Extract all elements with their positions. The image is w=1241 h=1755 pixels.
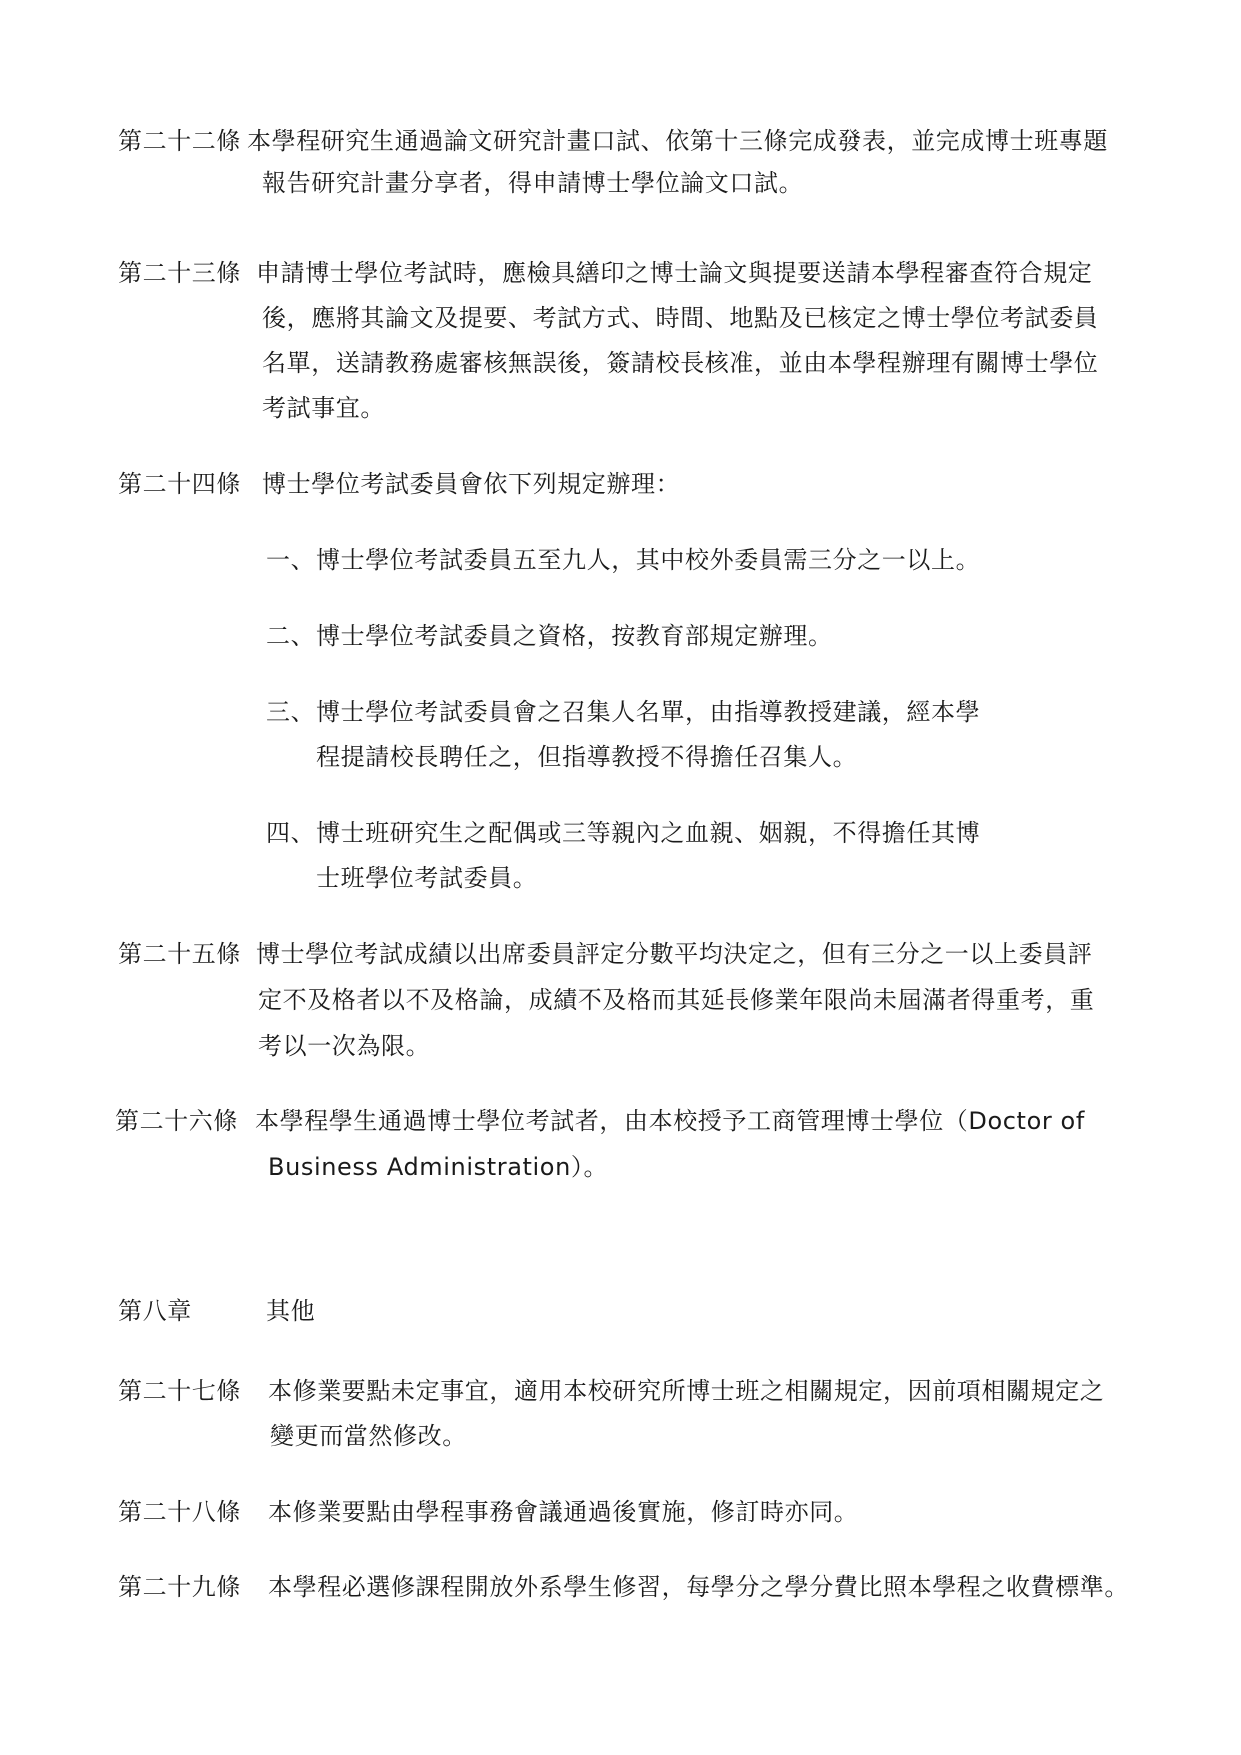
chapter-label: 第八章 bbox=[118, 1297, 192, 1325]
chapter-title: 其他 bbox=[266, 1297, 316, 1325]
article-24-item-3-num: 三、 bbox=[266, 698, 316, 726]
article-23-text-line-3: 名單，送請教務處審核無誤後，簽請校長核准，並由本學程辦理有關博士學位 bbox=[262, 349, 1099, 377]
article-25-text-line-1: 博士學位考試成績以出席委員評定分數平均決定之，但有三分之一以上委員評 bbox=[256, 940, 1093, 968]
article-24-item-2-text: 博士學位考試委員之資格，按教育部規定辦理。 bbox=[316, 622, 833, 650]
article-23-text-line-2: 後，應將其論文及提要、考試方式、時間、地點及已核定之博士學位考試委員 bbox=[262, 304, 1099, 332]
article-23-text-line-4: 考試事宜。 bbox=[262, 394, 385, 422]
article-22-text-line-1: 本學程研究生通過論文研究計畫口試、依第十三條完成發表，並完成博士班專題 bbox=[247, 127, 1108, 155]
article-24-item-1-num: 一、 bbox=[266, 546, 316, 574]
article-28-text-line-1: 本修業要點由學程事務會議通過後實施，修訂時亦同。 bbox=[268, 1498, 859, 1526]
article-27-label: 第二十七條 bbox=[118, 1377, 241, 1405]
article-25-label: 第二十五條 bbox=[118, 940, 241, 968]
article-24-item-4-num: 四、 bbox=[266, 819, 316, 847]
article-22-label: 第二十二條 bbox=[118, 127, 241, 155]
article-22-text-line-2: 報告研究計畫分享者，得申請博士學位論文口試。 bbox=[262, 169, 804, 197]
article-24-item-4-text-line-1: 博士班研究生之配偶或三等親內之血親、姻親，不得擔任其博 bbox=[316, 819, 981, 847]
article-26-text-line-1: 本學程學生通過博士學位考試者，由本校授予工商管理博士學位（Doctor of bbox=[255, 1107, 1085, 1135]
article-24-label: 第二十四條 bbox=[118, 470, 241, 498]
article-26-label: 第二十六條 bbox=[115, 1107, 238, 1135]
article-24-item-4-text-line-2: 士班學位考試委員。 bbox=[316, 864, 538, 892]
article-29-text-line-1: 本學程必選修課程開放外系學生修習，每學分之學分費比照本學程之收費標準。 bbox=[268, 1573, 1129, 1601]
article-27-text-line-2: 變更而當然修改。 bbox=[270, 1422, 467, 1450]
article-26-text-line-2: Business Administration）。 bbox=[268, 1153, 609, 1181]
article-24-item-2-num: 二、 bbox=[266, 622, 316, 650]
article-28-label: 第二十八條 bbox=[118, 1498, 241, 1526]
article-27-text-line-1: 本修業要點未定事宜，適用本校研究所博士班之相關規定，因前項相關規定之 bbox=[268, 1377, 1105, 1405]
article-25-text-line-3: 考以一次為限。 bbox=[258, 1032, 431, 1060]
article-24-item-3-text-line-2: 程提請校長聘任之，但指導教授不得擔任召集人。 bbox=[316, 743, 858, 771]
article-29-label: 第二十九條 bbox=[118, 1573, 241, 1601]
article-25-text-line-2: 定不及格者以不及格論，成績不及格而其延長修業年限尚未屆滿者得重考，重 bbox=[258, 986, 1095, 1014]
article-23-label: 第二十三條 bbox=[118, 259, 241, 287]
article-24-item-3-text-line-1: 博士學位考試委員會之召集人名單，由指導教授建議，經本學 bbox=[316, 698, 981, 726]
article-24-text-line-1: 博士學位考試委員會依下列規定辦理： bbox=[262, 470, 681, 498]
article-23-text-line-1: 申請博士學位考試時，應檢具繕印之博士論文與提要送請本學程審查符合規定 bbox=[256, 259, 1093, 287]
article-24-item-1-text: 博士學位考試委員五至九人，其中校外委員需三分之一以上。 bbox=[316, 546, 981, 574]
